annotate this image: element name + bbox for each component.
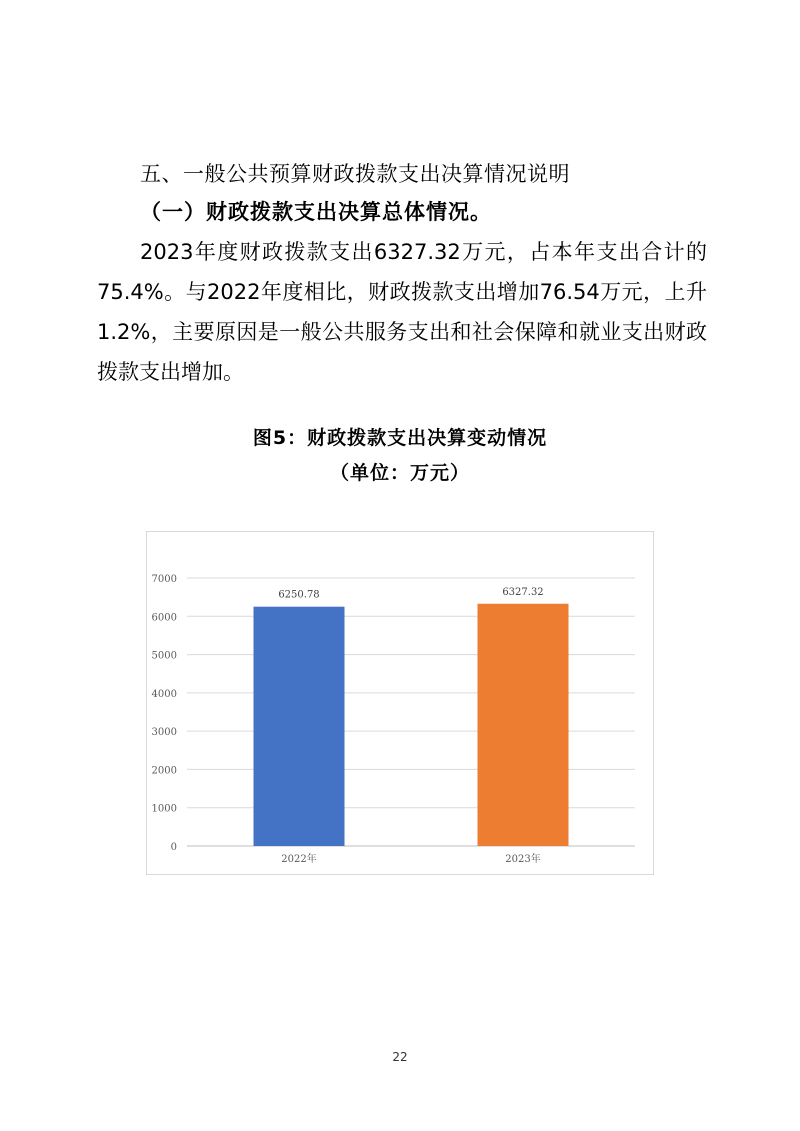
y-tick-label: 5000 [151,650,177,662]
y-tick-label: 4000 [151,688,177,700]
x-tick-label: 2023年 [505,854,541,865]
y-tick-label: 6000 [151,612,177,624]
page-number: 22 [392,1050,408,1064]
bar-2 [478,604,569,846]
data-label: 6327.32 [502,586,544,598]
figure-unit: （单位：万元） [329,462,470,484]
y-tick-label: 0 [170,842,177,853]
bar-chart [147,532,653,874]
y-tick-label: 3000 [151,727,177,739]
bar-1 [254,607,345,846]
sub-heading: （一）财政拨款支出决算总体情况。 [140,200,492,224]
figure-title: 图5：财政拨款支出决算变动情况 [252,427,548,449]
y-tick-label: 1000 [151,803,177,815]
section-heading: 五、一般公共预算财政拨款支出决算情况说明 [140,162,570,186]
chart-container [146,531,654,875]
body-paragraph: 2023年度财政拨款支出6327.32万元，占本年支出合计的75.4%。与2022年度相比，财政拨款支出增加76.54万元，上升1.2%，主要原因是一般公共服务支出和社会保障和就业支出财政拨款支出增加。 [97,240,707,384]
x-tick-label: 2022年 [281,854,317,865]
y-tick-label: 2000 [151,765,177,777]
y-tick-label: 7000 [151,574,177,585]
data-label: 6250.78 [278,589,320,601]
